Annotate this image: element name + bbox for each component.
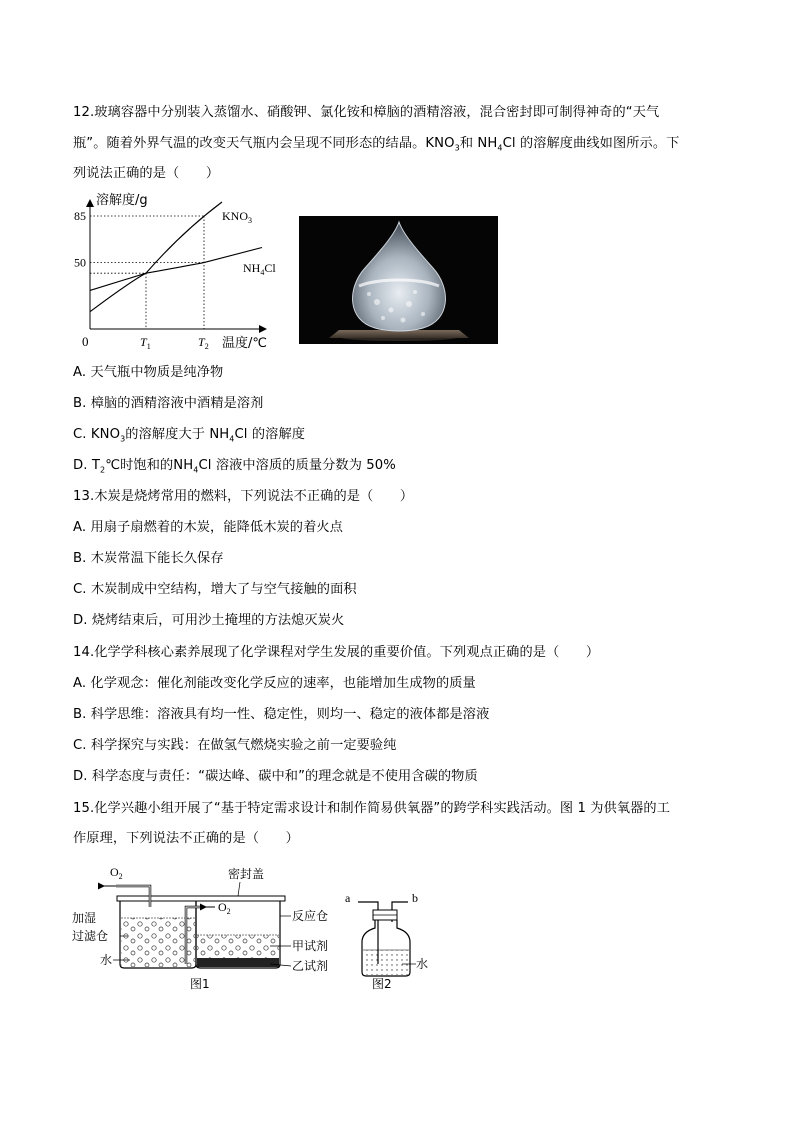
series-nh4cl-line (90, 248, 262, 291)
fig2-caption: 图2 (372, 977, 392, 991)
q13-option-a: A. 用扇子扇燃着的木炭，能降低木炭的着火点 (73, 520, 343, 535)
q13-stem: 13.木炭是烧烤常用的燃料，下列说法不正确的是（ ） (73, 489, 414, 504)
q14-option-b: B. 科学思维：溶液具有均一性、稳定性，则均一、稳定的液体都是溶液 (73, 707, 490, 722)
figure-2-washing-bottle (340, 888, 440, 992)
q14-stem: 14.化学学科核心素养展现了化学课程对学生发展的重要价值。下列观点正确的是（ ） (73, 645, 600, 660)
fig1-reagent-b-label: 乙试剂 (292, 959, 329, 973)
fig1-reactor-label: 反应仓 (292, 909, 329, 923)
fig2-label-a: a (345, 891, 351, 905)
y-tick-label-85: 85 (74, 209, 86, 223)
q14-option-c: C. 科学探究与实践：在做氢气燃烧实验之前一定要验纯 (73, 738, 397, 753)
q12-line3: 列说法正确的是（ ） (73, 166, 220, 181)
y-axis-label: 溶解度/g (96, 193, 148, 208)
q14-option-d: D. 科学态度与责任：“碳达峰、碳中和”的理念就是不使用含碳的物质 (73, 769, 478, 784)
series-nh4cl-label: $NH_4Cl$ (243, 261, 276, 277)
figure-1-oxygen-supplier (72, 860, 350, 992)
weather-glass-photo (299, 216, 498, 344)
series-kno3-label: $KNO_3$ (222, 209, 252, 225)
series-kno3-line (90, 202, 222, 312)
q12-option-d: D. $T_2℃$时饱和的$NH_4Cl$ 溶液中溶质的质量分数为 50% (73, 458, 396, 475)
q14-option-a: A. 化学观念：催化剂能改变化学反应的速率，也能增加生成物的质量 (73, 676, 476, 691)
fig1-humidifier-label-1: 加湿 (72, 911, 97, 925)
x-axis-label: 温度/℃ (222, 336, 267, 351)
solubility-chart (74, 188, 285, 354)
q13-option-c: C. 木炭制成中空结构，增大了与空气接触的面积 (73, 582, 357, 597)
x-tick-label-t1: $T_1$ (140, 335, 151, 351)
q12-line1: 12.玻璃容器中分别装入蒸馏水、硝酸钾、氯化铵和樟脑的酒精溶液，混合密封即可制得神奇的“天气 (73, 105, 660, 120)
fig2-label-b: b (412, 891, 418, 905)
fig2-water-label: 水 (416, 957, 429, 971)
fig1-humidifier-label-2: 过滤仓 (72, 929, 109, 943)
q12-option-b: B. 樟脑的酒精溶液中酒精是溶剂 (73, 396, 264, 411)
q13-option-b: B. 木炭常温下能长久保存 (73, 551, 224, 566)
q12-option-a: A. 天气瓶中物质是纯净物 (73, 365, 224, 380)
fig1-caption: 图1 (190, 977, 210, 991)
fig1-o2-in: $O_2$ (218, 900, 231, 916)
x-tick-label-t2: $T_2$ (198, 335, 209, 351)
origin-label: 0 (82, 334, 89, 349)
fig1-lid-label: 密封盖 (228, 867, 265, 881)
q15-line1: 15.化学兴趣小组开展了“基于特定需求设计和制作简易供氧器”的跨学科实践活动。图 1 为供氧器的工 (73, 801, 670, 816)
y-tick-label-50: 50 (74, 255, 86, 270)
q12-option-c: C. $KNO_3$的溶解度大于 $NH_4Cl$ 的溶解度 (73, 427, 306, 444)
q15-line2: 作原理，下列说法不正确的是（ ） (73, 831, 299, 846)
fig1-reagent-a-label: 甲试剂 (292, 939, 329, 953)
q13-option-d: D. 烧烤结束后，可用沙土掩埋的方法熄灭炭火 (73, 613, 345, 628)
fig1-o2-out: $O_2$ (110, 865, 123, 881)
q12-line2: 瓶”。随着外界气温的改变天气瓶内会呈现不同形态的结晶。$KNO_3$和 $NH_4Cl$ 的溶解度曲线如图所示。下 (73, 136, 680, 153)
fig1-water-label: 水 (100, 953, 113, 967)
